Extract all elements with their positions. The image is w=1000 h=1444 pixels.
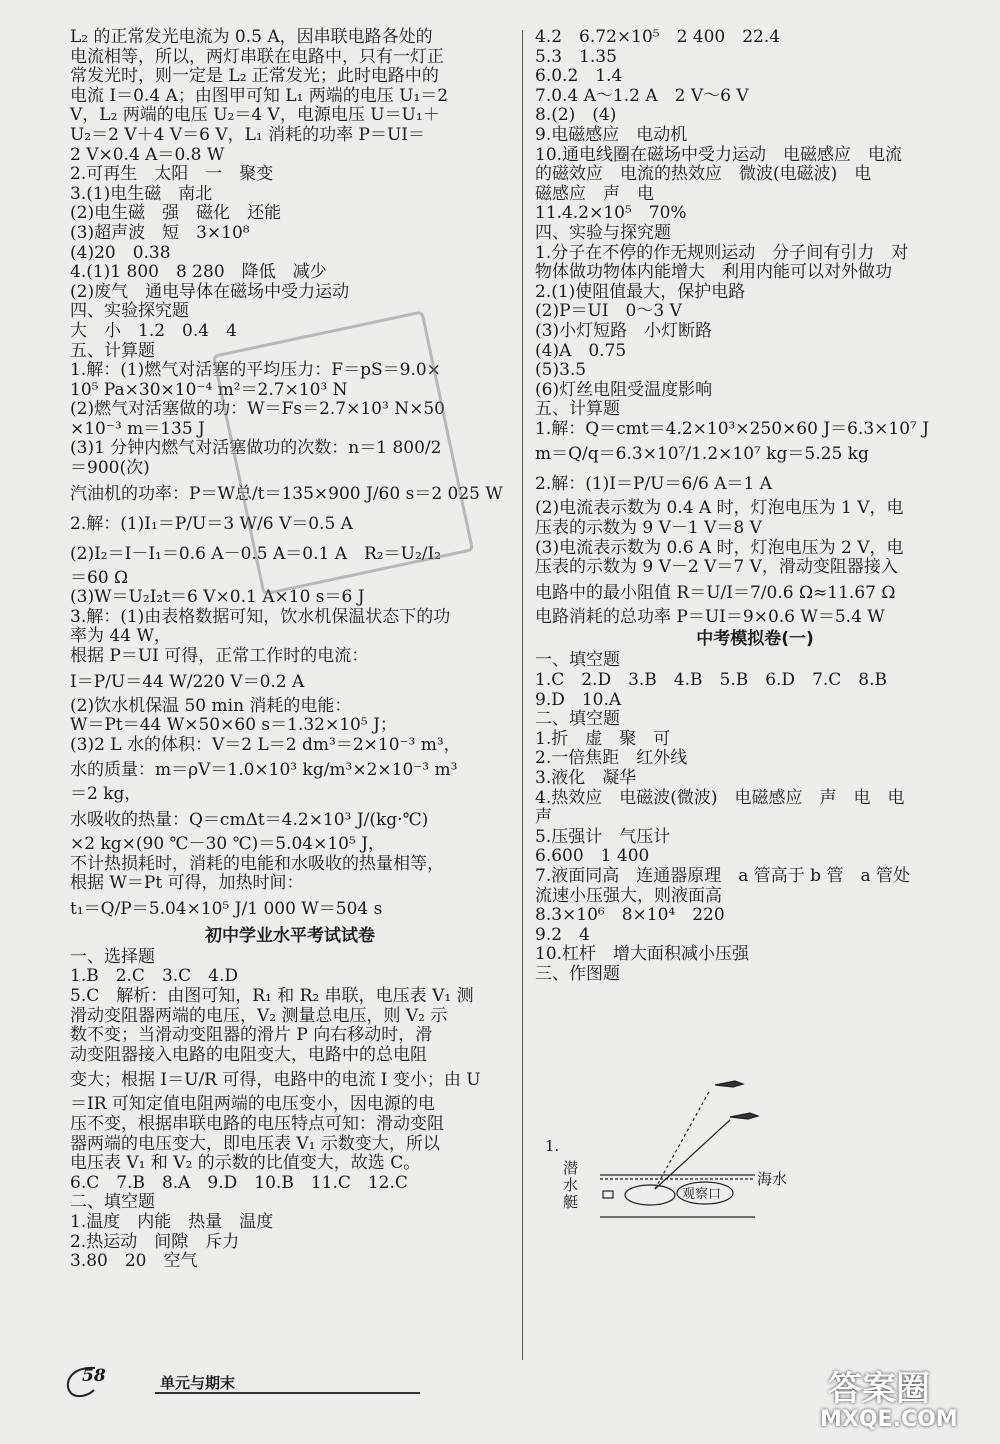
submarine-hull	[625, 1185, 675, 1205]
answer-line: (3)电流表示数为 0.6 A 时，灯泡电压为 2 V，电	[535, 537, 904, 558]
answer-line: 10⁵ Pa×30×10⁻⁴ m²＝2.7×10³ N	[70, 379, 348, 400]
answer-line: m＝Q/q＝6.3×10⁷/1.2×10⁷ kg＝5.25 kg	[535, 444, 869, 465]
answer-line: 汽油机的功率：P＝W总/t＝135×900 J/60 s＝2 025 W	[70, 483, 503, 504]
answer-line: (2)饮水机保温 50 min 消耗的电能：	[70, 695, 352, 716]
answer-line: 磁感应 声 电	[535, 183, 654, 204]
site-watermark	[810, 1361, 990, 1436]
answer-line: L₂ 的正常发光电流为 0.5 A，因串联电路各处的	[70, 27, 433, 47]
answer-line: 根据 W＝Pt 可得，加热时间：	[70, 873, 304, 894]
answer-line: 二、填空题	[70, 1192, 155, 1213]
answer-line: 1.B 2.C 3.C 4.D	[70, 966, 239, 987]
answer-line: (3)1 分钟内燃气对活塞做功的次数：n＝1 800/2	[70, 438, 442, 459]
answer-line: 9.电磁感应 电动机	[535, 124, 688, 145]
answer-line: 压不变，根据串联电路的电压特点可知：滑动变阻	[70, 1113, 444, 1134]
answer-line: ＝60 Ω	[70, 567, 129, 588]
answer-line: ×2 kg×(90 ℃－30 ℃)＝5.04×10⁵ J，	[70, 834, 386, 854]
right-section-title: 中考模拟卷(一)	[696, 629, 814, 650]
label-window: 观察口	[682, 1187, 722, 1202]
left-answer-lines-2	[70, 948, 510, 1272]
answer-line: 动变阻器接入电路的电阻变大，电路中的总电阻	[70, 1044, 427, 1065]
answer-line: (2)废气 通电导体在磁场中受力运动	[70, 281, 350, 302]
answer-line: 4.热效应 电磁波(微波) 电磁感应 声 电 电	[535, 787, 905, 808]
answer-line: 常发光时，则一定是 L₂ 正常发光；此时电路中的	[70, 66, 439, 87]
answer-line: 11.4.2×10⁵ 70%	[535, 203, 687, 224]
answer-line: I＝P/U＝44 W/220 V＝0.2 A	[70, 671, 305, 692]
answer-line: (3)小灯短路 小灯断路	[535, 320, 713, 341]
page-footer	[60, 1360, 360, 1400]
column-divider	[522, 30, 523, 1360]
answer-line: 1.解：(1)燃气对活塞的平均压力：F＝pS＝9.0×	[70, 360, 441, 381]
right-answer-lines-2	[535, 651, 975, 984]
answer-line: 7.液面同高 连通器原理 a 管高于 b 管 a 管处	[535, 865, 910, 886]
submarine-figure	[545, 1065, 795, 1240]
answer-line: ＝IR 可知定值电阻两端的电压变小，因电源的电	[70, 1094, 435, 1115]
answer-line: (3)W＝U₂I₂t＝6 V×0.1 A×10 s＝6 J	[70, 587, 365, 608]
book-title: 单元与期末	[160, 1374, 236, 1392]
answer-line: 电路消耗的总功率 P＝UI＝9×0.6 W＝5.4 W	[535, 606, 885, 627]
answer-line: U₂＝2 V＋4 V＝6 V，L₁ 消耗的功率 P＝UI＝	[70, 124, 426, 145]
answer-line: (3)2 L 水的体积：V＝2 L＝2 dm³＝2×10⁻³ m³，	[70, 734, 461, 755]
watermark-url: MXQE.COM	[820, 1407, 958, 1432]
right-column	[535, 28, 975, 985]
plane-real	[715, 1081, 743, 1087]
answer-line: (2)燃气对活塞做的功：W＝Fs＝2.7×10³ N×50	[70, 399, 445, 420]
answer-line: 变大；根据 I＝U/R 可得，电路中的电流 I 变小；由 U	[70, 1070, 481, 1091]
answer-line: 声	[535, 807, 552, 828]
answer-line: 9.D 10.A	[535, 689, 622, 710]
answer-line: 1.解：Q＝cmt＝4.2×10³×250×60 J＝6.3×10⁷ J	[535, 418, 930, 439]
answer-line: 四、实验探究题	[70, 301, 189, 322]
answer-line: 1.C 2.D 3.B 4.B 5.B 6.D 7.C 8.B	[535, 670, 888, 691]
answer-line: (3)超声波 短 3×10⁸	[70, 222, 250, 243]
answer-line: 数不变；当滑动变阻器的滑片 P 向右移动时，滑	[70, 1025, 433, 1046]
answer-line: (2)电生磁 强 磁化 还能	[70, 203, 282, 224]
answer-line: 水吸收的热量：Q＝cmΔt＝4.2×10³ J/(kg·℃)	[70, 810, 429, 830]
answer-line: V，L₂ 两端的电压 U₂＝4 V，电源电压 U＝U₁＋	[70, 105, 440, 126]
answer-line: W＝Pt＝44 W×50×60 s＝1.32×10⁵ J；	[70, 715, 397, 736]
answer-line: 10.通电线圈在磁场中受力运动 电磁感应 电流	[535, 144, 903, 165]
answer-line: (2)I₂＝I－I₁＝0.6 A－0.5 A＝0.1 A R₂＝U₂/I₂	[70, 543, 442, 564]
answer-line: 2.解：(1)I₁＝P/U＝3 W/6 V＝0.5 A	[70, 513, 353, 534]
answer-line: 10.杠杆 增大面积减小压强	[535, 944, 750, 965]
answer-line: 压表的示数为 9 V－2 V＝7 V，滑动变阻器接入	[535, 557, 898, 578]
answer-line: (4)20 0.38	[70, 242, 171, 263]
answer-line: 1.分子在不停的作无规则运动 分子间有引力 对	[535, 242, 909, 263]
left-column	[70, 28, 510, 1272]
answer-line: 器两端的电压变大，即电压表 V₁ 示数变大，所以	[70, 1133, 440, 1154]
answer-line: 4.(1)1 800 8 280 降低 减少	[70, 262, 327, 283]
answer-line: 2.(1)使阻值最大，保护电路	[535, 281, 746, 302]
answer-line: 五、计算题	[535, 399, 620, 420]
answer-line: 一、选择题	[70, 946, 155, 967]
answer-line: ＝900(次)	[70, 458, 150, 479]
watermark-text: 答案圈	[828, 1369, 930, 1409]
answer-line: 6.0.2 1.4	[535, 66, 623, 87]
answer-line: 电压表 V₁ 和 V₂ 的示数的比值变大，故选 C。	[70, 1153, 421, 1174]
answer-line: 7.0.4 A～1.2 A 2 V～6 V	[535, 85, 749, 106]
answer-line: 5.C 解析：由图可知，R₁ 和 R₂ 串联，电压表 V₁ 测	[70, 985, 474, 1006]
page-number: 58	[82, 1366, 106, 1386]
answer-line: 一、填空题	[535, 650, 620, 671]
answer-line: (4)A 0.75	[535, 340, 627, 361]
label-seawater: 海水	[757, 1170, 788, 1188]
answer-line: 1.温度 内能 热量 温度	[70, 1211, 274, 1232]
answer-line: 水的质量：m＝ρV＝1.0×10³ kg/m³×2×10⁻³ m³	[70, 760, 458, 781]
right-answer-lines	[535, 28, 975, 627]
plane-image	[730, 1113, 758, 1119]
answer-line: 8.3×10⁶ 8×10⁴ 220	[535, 905, 725, 926]
answer-line: 二、填空题	[535, 709, 620, 730]
answer-line: t₁＝Q/P＝5.04×10⁵ J/1 000 W＝504 s	[70, 898, 383, 919]
answer-line: 电流 I＝0.4 A；由图甲可知 L₁ 两端的电压 U₁＝2	[70, 85, 449, 106]
answer-line: 压表的示数为 9 V－1 V＝8 V	[535, 518, 762, 539]
answer-line: 6.C 7.B 8.A 9.D 10.B 11.C 12.C	[70, 1172, 408, 1193]
submarine-diagram	[545, 1065, 795, 1240]
answer-line: 5.压强计 气压计	[535, 826, 671, 847]
answer-line: (6)灯丝电阻受温度影响	[535, 379, 713, 400]
answer-line: 3.液化 凝华	[535, 768, 637, 788]
answer-line: 3.解：(1)由表格数据可知，饮水机保温状态下的功	[70, 606, 451, 627]
label-submarine: 潜水艇	[563, 1159, 579, 1211]
answer-line: 4.2 6.72×10⁵ 2 400 22.4	[535, 27, 781, 47]
left-section-title: 初中学业水平考试试卷	[205, 925, 375, 946]
answer-line: ＝2 kg，	[70, 784, 142, 805]
answer-line: 大 小 1.2 0.4 4	[70, 320, 237, 341]
answer-line: 3.(1)电生磁 南北	[70, 183, 213, 204]
answer-line: 滑动变阻器两端的电压，V₂ 测量总电压，则 V₂ 示	[70, 1005, 448, 1026]
sight-line	[655, 1090, 710, 1189]
answer-line: 5.3 1.35	[535, 46, 617, 67]
answer-line: 2.热运动 间隙 斥力	[70, 1231, 240, 1252]
answer-line: 2.可再生 太阳 一 聚变	[70, 164, 274, 185]
answer-line: 的磁效应 电流的热效应 微波(电磁波) 电	[535, 164, 872, 185]
answer-line: 四、实验与探究题	[535, 222, 671, 243]
answer-line: 五、计算题	[70, 340, 155, 361]
answer-line: 电路中的最小阻值 R＝U/I＝7/0.6 Ω≈11.67 Ω	[535, 582, 896, 603]
answer-line: 2 V×0.4 A＝0.8 W	[70, 144, 225, 165]
answer-line: ×10⁻³ m＝135 J	[70, 418, 205, 439]
answer-line: 率为 44 W，	[70, 626, 171, 647]
answer-line: 电流相等，所以，两灯串联在电路中，只有一灯正	[70, 46, 444, 67]
answer-line: (2)P＝UI 0～3 V	[535, 301, 682, 322]
answer-line: 2.解：(1)I＝P/U＝6/6 A＝1 A	[535, 474, 773, 495]
figure-number: 1.	[545, 1137, 560, 1155]
answer-line: 9.2 4	[535, 924, 590, 945]
answer-line: 流速小压强大，则液面高	[535, 885, 722, 906]
answer-line: 6.600 1 400	[535, 846, 650, 867]
answer-line: 1.折 虚 聚 可	[535, 728, 671, 749]
answer-line: 三、作图题	[535, 963, 620, 984]
answer-line: (5)3.5	[535, 360, 587, 381]
answer-line: 物体做功物体内能增大 利用内能可以对外做功	[535, 262, 892, 283]
submarine-tail	[603, 1191, 613, 1198]
answer-line: 不计热损耗时，消耗的电能和水吸收的热量相等，	[70, 853, 444, 874]
footer-rule	[155, 1392, 420, 1394]
answer-line: 3.80 20 空气	[70, 1251, 198, 1272]
answer-line: 2.一倍焦距 红外线	[535, 748, 688, 769]
answer-line: 8.(2) (4)	[535, 105, 617, 126]
answer-line: 根据 P＝UI 可得，正常工作时的电流：	[70, 646, 369, 667]
answer-line: (2)电流表示数为 0.4 A 时，灯泡电压为 1 V，电	[535, 498, 904, 519]
